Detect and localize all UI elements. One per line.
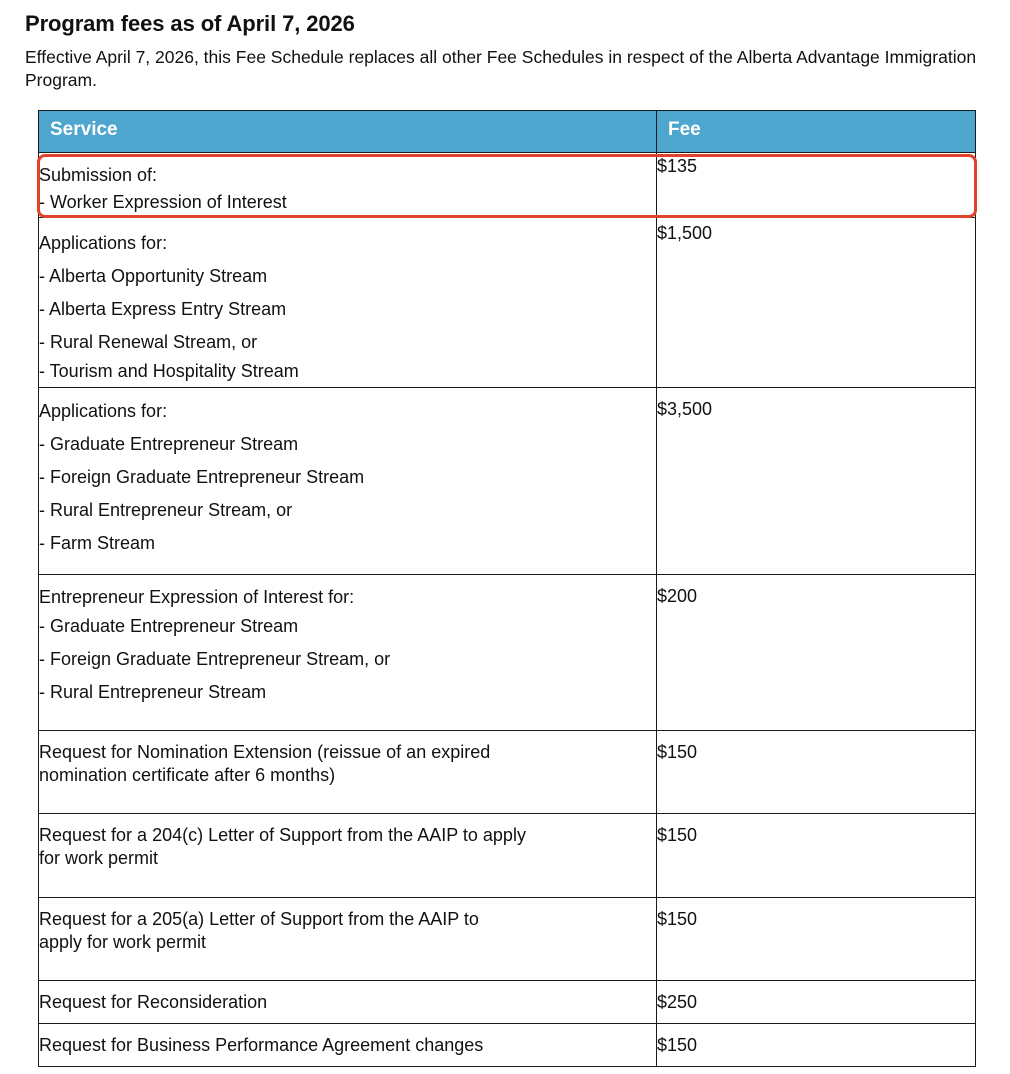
fee-cell — [657, 731, 976, 814]
table-row — [39, 1024, 976, 1067]
table-row — [39, 153, 976, 218]
service-cell — [39, 898, 657, 981]
table-row — [39, 388, 976, 575]
table-row — [39, 981, 976, 1024]
fee-value: $135 — [657, 156, 698, 176]
fee-value: $1,500 — [657, 223, 713, 243]
service-line: Applications for: — [39, 401, 168, 421]
table-row — [39, 814, 976, 898]
fee-value: $150 — [657, 742, 698, 762]
service-line: Entrepreneur Expression of Interest for: — [39, 587, 355, 607]
fee-cell — [657, 575, 976, 731]
service-line: - Graduate Entrepreneur Stream — [39, 434, 299, 454]
service-cell — [39, 388, 657, 575]
service-line: Request for Nomination Extension (reissue of an expired — [39, 742, 491, 762]
service-line: - Worker Expression of Interest — [39, 192, 287, 212]
service-cell — [39, 218, 657, 388]
table-row — [39, 898, 976, 981]
service-line: - Alberta Opportunity Stream — [39, 266, 268, 286]
fee-value: $150 — [657, 825, 698, 845]
table-row — [39, 731, 976, 814]
fee-cell — [657, 1024, 976, 1067]
fee-value: $250 — [657, 991, 698, 1012]
service-line: - Alberta Express Entry Stream — [39, 299, 287, 319]
fee-cell — [657, 153, 976, 218]
table-row — [39, 218, 976, 388]
fee-value: $3,500 — [657, 399, 713, 419]
column-header-service: Service — [39, 111, 657, 153]
service-cell — [39, 153, 657, 218]
service-line: - Rural Renewal Stream, or — [39, 332, 258, 352]
fee-value: $200 — [657, 586, 698, 606]
service-line: - Rural Entrepreneur Stream, or — [39, 500, 293, 520]
service-line: Request for Business Performance Agreement changes — [39, 1034, 484, 1055]
service-line: - Foreign Graduate Entrepreneur Stream, or — [39, 649, 391, 669]
service-line: Request for Reconsideration — [39, 991, 268, 1012]
table-row — [39, 575, 976, 731]
service-cell — [39, 981, 657, 1024]
fee-cell — [657, 388, 976, 575]
service-line: - Foreign Graduate Entrepreneur Stream — [39, 467, 365, 487]
service-line: - Graduate Entrepreneur Stream — [39, 616, 299, 636]
service-line: - Rural Entrepreneur Stream — [39, 682, 267, 702]
fee-value: $150 — [657, 909, 698, 929]
service-line: for work permit — [39, 848, 159, 868]
service-line: - Tourism and Hospitality Stream — [39, 361, 299, 381]
fee-schedule-table — [38, 110, 976, 1067]
intro-paragraph: Effective April 7, 2026, this Fee Schedule replaces all other Fee Schedules in respect of the Alberta Advantage Immigration Program. — [25, 47, 977, 90]
service-line: apply for work permit — [39, 932, 207, 952]
service-line: Request for a 204(c) Letter of Support from the AAIP to apply — [39, 825, 526, 845]
fee-cell — [657, 898, 976, 981]
service-cell — [39, 731, 657, 814]
service-line: Request for a 205(a) Letter of Support from the AAIP to — [39, 909, 479, 929]
service-line: - Farm Stream — [39, 533, 156, 553]
fee-cell — [657, 218, 976, 388]
fee-value: $150 — [657, 1034, 698, 1055]
page-title: Program fees as of April 7, 2026 — [25, 11, 355, 36]
service-cell — [39, 1024, 657, 1067]
column-header-fee: Fee — [657, 111, 976, 153]
service-cell — [39, 814, 657, 898]
service-line: Submission of: — [39, 165, 158, 185]
service-line: nomination certificate after 6 months) — [39, 765, 336, 785]
service-cell — [39, 575, 657, 731]
fee-cell — [657, 814, 976, 898]
table-header-row — [39, 111, 976, 153]
fee-cell — [657, 981, 976, 1024]
service-line: Applications for: — [39, 233, 168, 253]
